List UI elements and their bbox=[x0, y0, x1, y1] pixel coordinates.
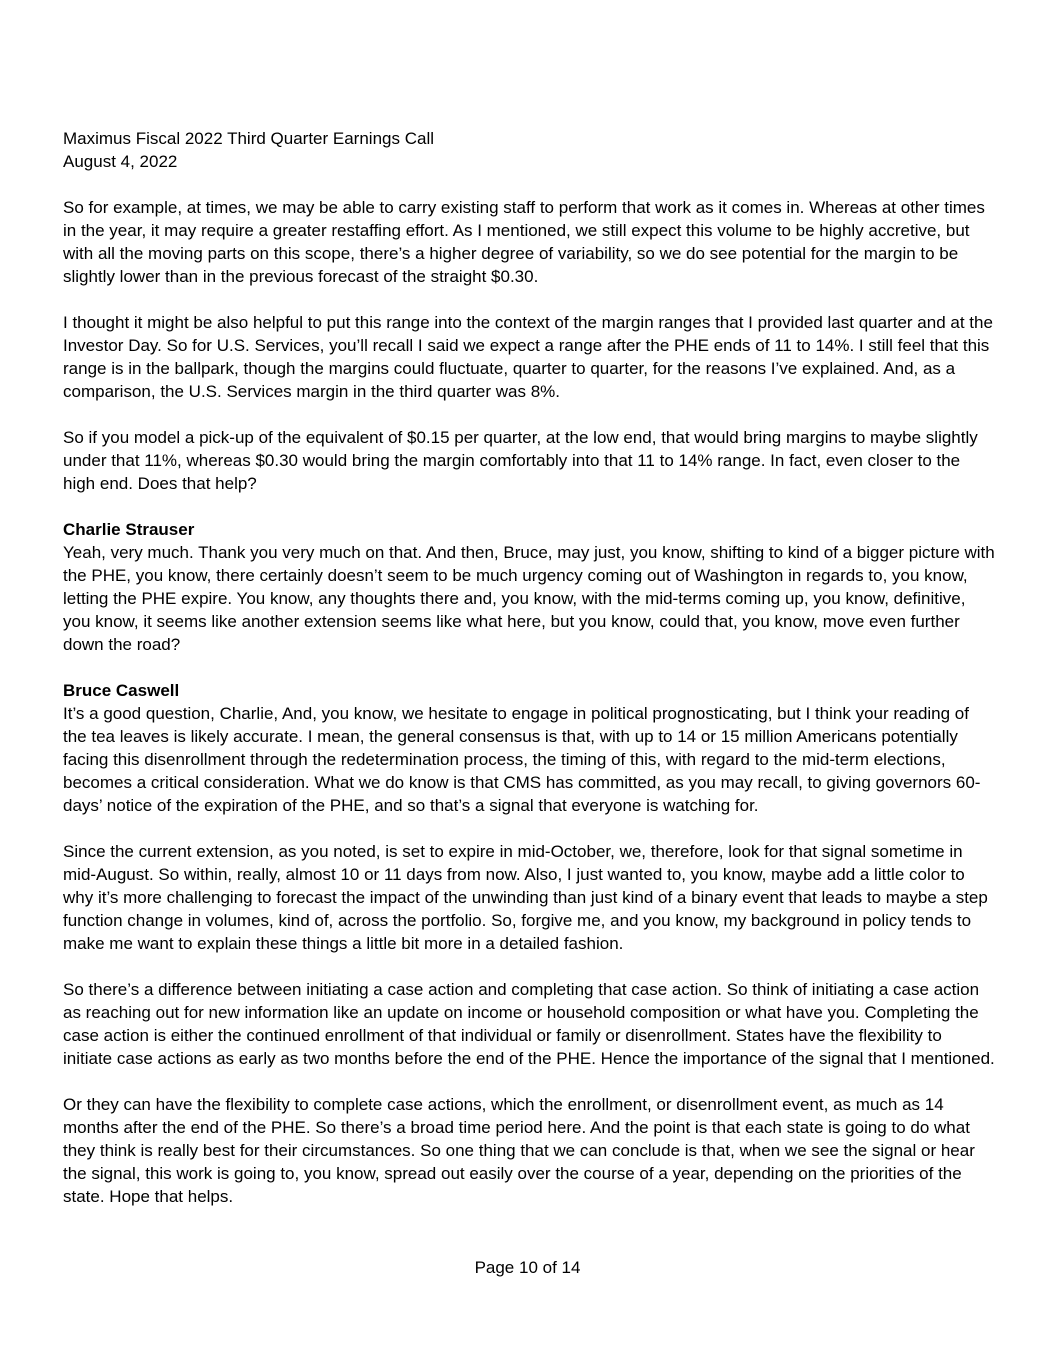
document-content bbox=[63, 127, 995, 1231]
paragraph-bruce-flexibility: Or they can have the flexibility to complete case actions, which the enrollment, or disenrollment event, as much as 14 months after the end of the PHE. So there’s a broad time period here. And the point is that each state is going to do what they think is really best for their circumstances. So one thing that we can conclude is that, when we see the signal or hear the signal, this work is going to, you know, spread out easily over the course of a year, depending on the priorities of the state. Hope that helps. bbox=[63, 1095, 975, 1206]
paragraph-margin-ranges: I thought it might be also helpful to put this range into the context of the margin ranges that I provided last quarter and at the Investor Day. So for U.S. Services, you’ll recall I said we expect a range after the PHE ends of 11 to 14%. I still feel that this range is in the ballpark, though the margins could fluctuate, quarter to quarter, for the reasons I’ve explained. And, as a comparison, the U.S. Services margin in the third quarter was 8%. bbox=[63, 313, 993, 401]
speaker-block-charlie-strauser bbox=[63, 518, 995, 656]
document-header bbox=[63, 127, 995, 173]
page-number: Page 10 of 14 bbox=[474, 1258, 581, 1277]
speaker-name-charlie-strauser: Charlie Strauser bbox=[63, 520, 195, 539]
page-footer bbox=[0, 1256, 1055, 1279]
document-title: Maximus Fiscal 2022 Third Quarter Earnings Call bbox=[63, 129, 434, 148]
paragraph-bruce-case-actions: So there’s a difference between initiating a case action and completing that case action. So think of initiating a case action as reaching out for new information like an update on income or household composition or what have you. Completing the case action is either the continued enrollment of that individual or family or disenrollment. States have the flexibility to initiate case actions as early as two months before the end of the PHE. Hence the importance of the signal that I mentioned. bbox=[63, 980, 995, 1068]
speaker-block-bruce-caswell bbox=[63, 679, 995, 1208]
paragraph-pickup-model: So if you model a pick-up of the equivalent of $0.15 per quarter, at the low end, that would bring margins to maybe slightly under that 11%, whereas $0.30 would bring the margin comfortably into that 11 to 14% range. In fact, even closer to the high end. Does that help? bbox=[63, 428, 978, 493]
paragraph-charlie-question: Yeah, very much. Thank you very much on that. And then, Bruce, may just, you know, shifting to kind of a bigger picture with the PHE, you know, there certainly doesn’t seem to be much urgency coming out of Washington in regards to, you know, letting the PHE expire. You know, any thoughts there and, you know, with the mid-terms coming up, you know, definitive, you know, it seems like another extension seems like what here, but you know, could that, you know, move even further down the road? bbox=[63, 543, 995, 654]
document-date: August 4, 2022 bbox=[63, 152, 178, 171]
paragraph-bruce-political: It’s a good question, Charlie, And, you know, we hesitate to engage in political prognosticating, but I think your reading of the tea leaves is likely accurate. I mean, the general consensus is that, with up to 14 or 15 million Americans potentially facing this disenrollment through the redetermination process, the timing of this, with regard to the mid-term elections, becomes a critical consideration. What we do know is that CMS has committed, as you may recall, to giving governors 60-days’ notice of the expiration of the PHE, and so that’s a signal that everyone is watching for. bbox=[63, 704, 981, 815]
paragraph-bruce-extension: Since the current extension, as you noted, is set to expire in mid-October, we, therefore, look for that signal sometime in mid-August. So within, really, almost 10 or 11 days from now. Also, I just wanted to, you know, maybe add a little color to why it’s more challenging to forecast the impact of the unwinding than just kind of a binary event that leads to maybe a step function change in volumes, kind of, across the portfolio. So, forgive me, and you know, my background in policy tends to make me want to explain these things a little bit more in a detailed fashion. bbox=[63, 842, 988, 953]
speaker-name-bruce-caswell: Bruce Caswell bbox=[63, 681, 180, 700]
paragraph-margin-variability: So for example, at times, we may be able to carry existing staff to perform that work as it comes in. Whereas at other times in the year, it may require a greater restaffing effort. As I mentioned, we still expect this volume to be highly accretive, but with all the moving parts on this scope, there’s a higher degree of variability, so we do see potential for the margin to be slightly lower than in the previous forecast of the straight $0.30. bbox=[63, 198, 985, 286]
